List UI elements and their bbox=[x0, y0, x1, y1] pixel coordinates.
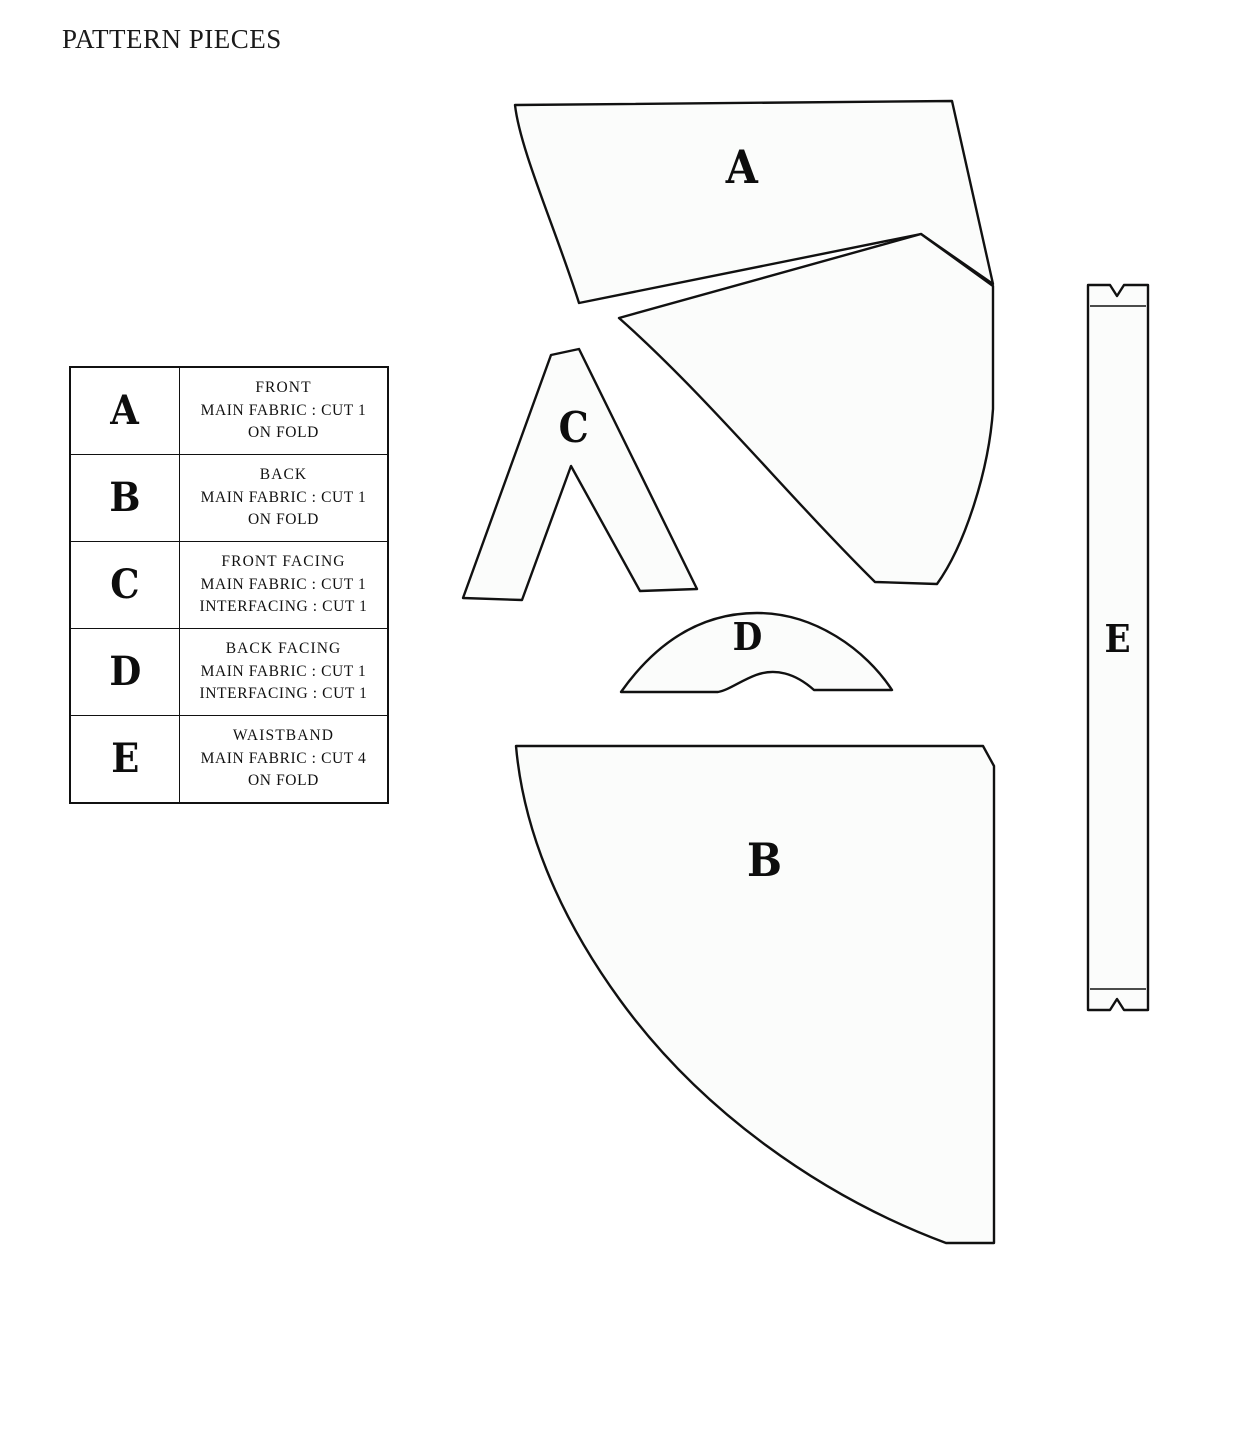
legend-line: MAIN FABRIC : CUT 1 bbox=[200, 662, 367, 680]
piece-shape-a-lower bbox=[619, 234, 993, 584]
legend-line: MAIN FABRIC : CUT 1 bbox=[200, 488, 367, 506]
legend-line: FRONT bbox=[255, 379, 312, 397]
legend-line: FRONT FACING bbox=[221, 553, 346, 571]
legend-letter-glyph: E bbox=[110, 735, 140, 782]
piece-label-d: D bbox=[732, 614, 763, 659]
legend-line: BACK FACING bbox=[225, 640, 342, 658]
piece-label-a: A bbox=[725, 140, 758, 194]
legend-line: MAIN FABRIC : CUT 1 bbox=[200, 575, 367, 593]
piece-label-e: E bbox=[1104, 616, 1131, 661]
legend-line: ON FOLD bbox=[248, 424, 319, 442]
piece-label-b: B bbox=[746, 833, 782, 887]
legend-line: BACK bbox=[259, 466, 308, 484]
piece-shape-c bbox=[463, 349, 697, 600]
piece-label-c: C bbox=[558, 403, 589, 452]
legend-line: MAIN FABRIC : CUT 4 bbox=[200, 749, 367, 767]
legend-line: INTERFACING : CUT 1 bbox=[199, 598, 368, 616]
legend-letter-glyph: C bbox=[110, 561, 140, 608]
legend-line: ON FOLD bbox=[248, 772, 319, 790]
legend-line: WAISTBAND bbox=[232, 727, 335, 745]
legend-line: ON FOLD bbox=[248, 511, 319, 529]
legend-letter-glyph: A bbox=[110, 387, 140, 434]
piece-shape-b bbox=[516, 746, 994, 1243]
legend-letter-glyph: B bbox=[109, 474, 141, 521]
legend-line: INTERFACING : CUT 1 bbox=[199, 685, 368, 703]
legend-letter-glyph: D bbox=[109, 648, 141, 695]
legend-line: MAIN FABRIC : CUT 1 bbox=[200, 401, 367, 419]
page-title: PATTERN PIECES bbox=[62, 24, 282, 54]
